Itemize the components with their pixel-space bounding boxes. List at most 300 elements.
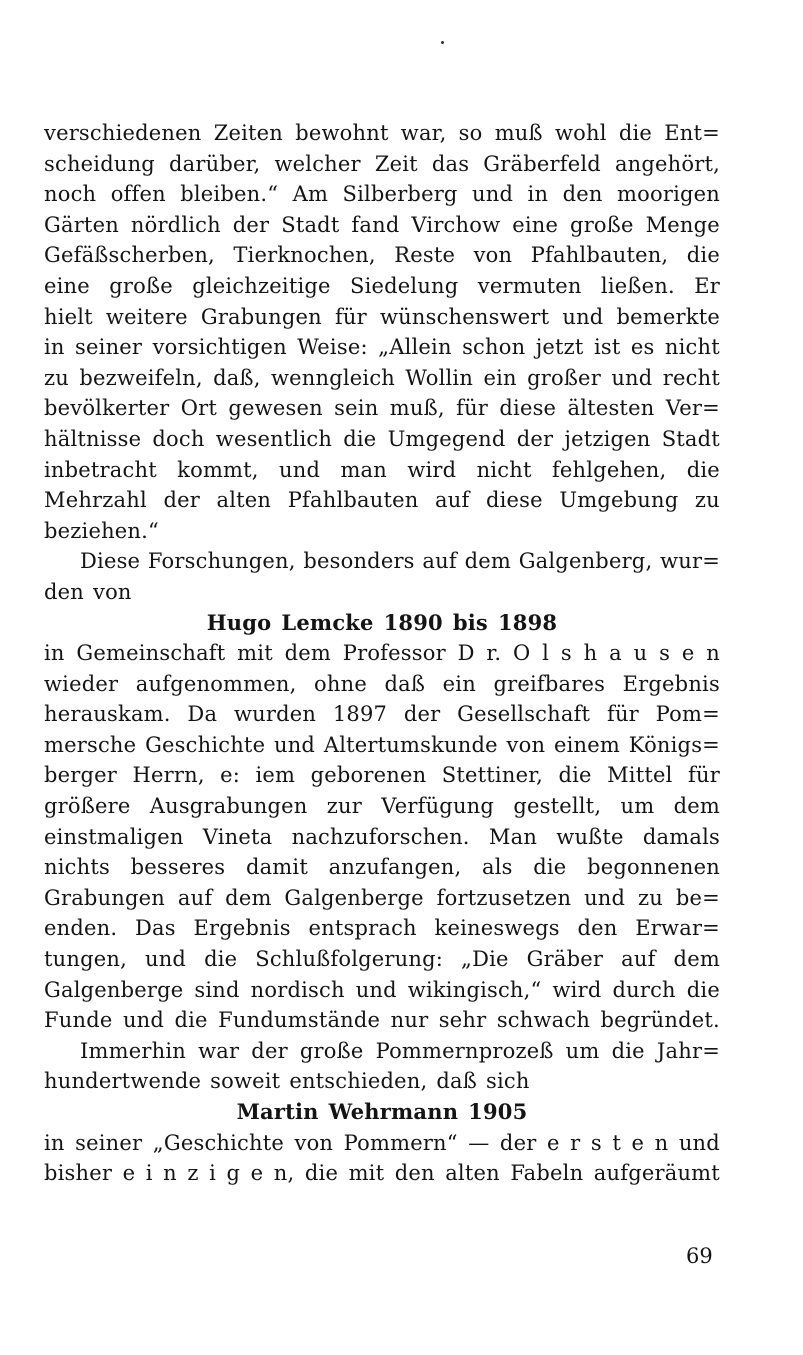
word: damals (642, 824, 720, 849)
word: für (456, 396, 489, 421)
word: enden. (44, 916, 118, 941)
word: die (686, 977, 720, 1002)
word: auf (177, 885, 213, 910)
word: der (251, 1038, 288, 1063)
word: Pfahlbauten, (530, 243, 669, 268)
word: Mittel (607, 763, 673, 788)
word: n (654, 1130, 669, 1155)
text-line (44, 332, 720, 363)
word: die (558, 763, 592, 788)
text-line (44, 455, 720, 486)
word: noch (44, 182, 97, 207)
word: „Allein (378, 335, 452, 360)
text-line (44, 975, 720, 1006)
word: be= (675, 885, 720, 910)
word: e (122, 1161, 136, 1186)
text-line (44, 913, 720, 944)
word: Galgenberg, (518, 549, 653, 574)
word: zur (326, 794, 363, 819)
word: Erwar= (635, 916, 720, 941)
word: großer (527, 365, 601, 390)
word: in (44, 1130, 65, 1155)
word: weitere (105, 304, 188, 329)
word: Das (134, 916, 176, 941)
word: Gemeinschaft (76, 641, 226, 666)
word: Grabungen (44, 885, 166, 910)
word: um (565, 1038, 600, 1063)
word: und (562, 304, 604, 329)
text-line (44, 852, 720, 883)
text-line (44, 1128, 720, 1159)
word: geborenen (310, 763, 427, 788)
text-line (44, 240, 720, 271)
word: mit (237, 641, 273, 666)
word: fand (351, 212, 400, 237)
word: muß (494, 121, 543, 145)
word: Königs= (628, 732, 720, 757)
word: Menge (645, 212, 720, 237)
word: Wollin (405, 365, 474, 390)
word: g (226, 1161, 241, 1186)
text-line (44, 883, 720, 914)
word: Weise: (297, 335, 368, 360)
word: auf (621, 947, 656, 972)
word: bewohnt (295, 121, 389, 145)
word: wurden (233, 702, 317, 727)
word: wesentlich (215, 426, 333, 451)
word: i (145, 1161, 153, 1186)
word: hielt (44, 304, 93, 329)
text-line (44, 1036, 720, 1067)
word: „Geschichte (152, 1130, 284, 1155)
word: z (187, 1161, 199, 1186)
word: Galgenberge (44, 977, 184, 1002)
word: daß (436, 1069, 477, 1094)
word: kommt, (177, 457, 259, 482)
word: man (340, 457, 387, 482)
word: schon (462, 335, 526, 360)
word: nicht (476, 457, 532, 482)
word: und (584, 885, 626, 910)
word: den (394, 1161, 435, 1186)
word: 1905 (468, 1099, 528, 1124)
word: jetzt (535, 335, 584, 360)
word: doch (152, 426, 205, 451)
word: nur (390, 1008, 429, 1033)
word: muß, (389, 396, 445, 421)
word: Gefäßscherben, (44, 243, 215, 268)
word: Er (694, 273, 720, 298)
word: Silberberg (342, 182, 458, 207)
word: e (681, 641, 695, 666)
word: Diese (80, 549, 141, 574)
word: hältnisse (44, 426, 142, 451)
word: Stettiner, (441, 763, 544, 788)
word: nicht (664, 335, 720, 360)
word: wußte (556, 824, 624, 849)
word: sind (194, 977, 240, 1002)
word: es (630, 335, 655, 360)
word: die (686, 243, 720, 268)
word: in (527, 182, 549, 207)
text-line (44, 393, 720, 424)
word: große (299, 1038, 364, 1063)
word: r (570, 1130, 581, 1155)
word: verschiedenen (44, 121, 202, 145)
word: Ver= (665, 396, 720, 421)
word: einstmaligen (44, 824, 184, 849)
word: Pommern“ (343, 1130, 458, 1155)
word: das (431, 151, 470, 176)
word: Lemcke (281, 609, 374, 635)
word: auf (435, 488, 470, 513)
word: r. (486, 641, 502, 666)
word: aufgeräumt (593, 1161, 720, 1186)
word: die (686, 457, 720, 482)
word: war (198, 1038, 240, 1063)
word: nördlich (130, 212, 221, 237)
word: ältesten (567, 396, 655, 421)
word: gestellt, (513, 794, 602, 819)
word: seiner (75, 1130, 143, 1155)
word: Umgebung (559, 488, 679, 513)
word: wird (552, 977, 602, 1002)
word: der (232, 212, 270, 237)
word: nordisch (250, 977, 345, 1002)
word: t (612, 1130, 621, 1155)
word: herauskam. (44, 702, 171, 727)
word: begründet. (600, 1008, 720, 1033)
word: — (468, 1130, 490, 1155)
word: e (250, 1161, 264, 1186)
word: und (122, 1008, 165, 1033)
word: schwach (496, 1008, 591, 1033)
word: entschieden, (289, 1069, 428, 1094)
word: ein (483, 365, 517, 390)
word: durch (612, 977, 676, 1002)
word: moorigen (617, 182, 720, 207)
word: nachzuforschen. (291, 824, 470, 849)
word: Funde (44, 1008, 113, 1033)
word: wohl (554, 121, 607, 145)
word: Zeit (374, 151, 418, 176)
word: in (44, 335, 65, 360)
word: Reste (394, 243, 456, 268)
word: bezweifeln, (79, 365, 203, 390)
word: die (533, 855, 567, 880)
word: alten (445, 1161, 500, 1186)
word: „Die (461, 947, 509, 972)
word: dem (673, 794, 720, 819)
word: Galgenberge (284, 885, 424, 910)
text-line (44, 516, 720, 547)
word: wünschenswert (379, 304, 550, 329)
word: vorsichtigen (152, 335, 287, 360)
word: gleichzeitige (192, 273, 331, 298)
word: Geschichte (145, 732, 266, 757)
word: diese (499, 396, 557, 421)
word: die (611, 1038, 645, 1063)
text-line (44, 760, 720, 791)
text-line (44, 1005, 720, 1036)
word: mersche (44, 732, 137, 757)
word: jetzigen (564, 426, 651, 451)
word: Gräberfeld (483, 151, 601, 176)
word: besonders (303, 549, 415, 574)
text-line (44, 1066, 720, 1097)
word: Schlußfolgerung: (255, 947, 443, 972)
word: Pfahlbauten (287, 488, 419, 513)
word: große (109, 273, 173, 298)
word: für (688, 763, 720, 788)
word: gewesen (228, 396, 323, 421)
word: wird (407, 457, 457, 482)
word: Grabungen (200, 304, 322, 329)
word: besseres (130, 855, 226, 880)
word: von (93, 579, 132, 604)
word: n (163, 1161, 177, 1186)
word: von (473, 243, 513, 268)
word: einem (553, 732, 620, 757)
section-heading (44, 608, 720, 639)
text-line (44, 546, 720, 577)
page-number: 69 (686, 1244, 713, 1268)
word: von (506, 732, 546, 757)
word: Gräber (526, 947, 604, 972)
text-line (44, 210, 720, 241)
word: die (174, 1008, 208, 1033)
text-line (44, 149, 720, 180)
word: den (577, 916, 618, 941)
word: Mehrzahl (44, 488, 147, 513)
word: Ausgrabungen (149, 794, 308, 819)
word: daß, (213, 365, 261, 390)
text-line (44, 791, 720, 822)
word: u (633, 641, 648, 666)
word: zu (694, 488, 720, 513)
word: große (570, 212, 634, 237)
text-line (44, 302, 720, 333)
word: n (706, 641, 720, 666)
word: Pommernprozeß (375, 1038, 554, 1063)
word: iem (255, 763, 296, 788)
word: Martin (236, 1099, 319, 1124)
word: Vineta (202, 824, 273, 849)
word: s (590, 1130, 602, 1155)
word: größere (44, 794, 131, 819)
word: Gärten (44, 212, 119, 237)
word: den (44, 579, 84, 604)
word: Ergebnis (193, 916, 291, 941)
word: nichts (44, 855, 110, 880)
word: e: (220, 763, 241, 788)
text-line (44, 638, 720, 669)
word: zu (638, 885, 664, 910)
word: Siedelung (350, 273, 459, 298)
word: Professor (342, 641, 446, 666)
word: sehr (438, 1008, 487, 1033)
word: seiner (75, 335, 143, 360)
word: scheidung (44, 151, 155, 176)
word: recht (662, 365, 720, 390)
word: Forschungen, (147, 549, 296, 574)
word: 1890 (383, 609, 443, 635)
word: Wehrmann (328, 1099, 459, 1124)
word: inbetracht (44, 457, 157, 482)
text-line (44, 699, 720, 730)
word: um (620, 794, 655, 819)
word: für (606, 702, 639, 727)
word: den (562, 182, 603, 207)
word: zu (44, 365, 69, 390)
word: der (516, 426, 554, 451)
word: und (472, 182, 514, 207)
word: eine (44, 273, 90, 298)
text-line (44, 1158, 720, 1189)
word: Man (488, 824, 538, 849)
word: Stadt (281, 212, 340, 237)
word: wieder (44, 671, 119, 696)
word: der (403, 702, 441, 727)
word: damit (245, 855, 308, 880)
word: die (304, 1161, 339, 1186)
word: n, (273, 1161, 295, 1186)
word: s (560, 641, 572, 666)
word: vermuten (477, 273, 582, 298)
word: und (279, 457, 321, 482)
word: die (204, 947, 238, 972)
word: soweit (210, 1069, 281, 1094)
word: beziehen.“ (44, 518, 159, 543)
text-line (44, 669, 720, 700)
word: dem (225, 885, 272, 910)
word: und (144, 947, 187, 972)
word: und (678, 1130, 720, 1155)
scan-speck (441, 41, 444, 44)
word: h (583, 641, 598, 666)
word: keineswegs (434, 916, 560, 941)
word: Fundumstände (218, 1008, 381, 1033)
word: 1897 (332, 702, 388, 727)
word: Tierknochen, (233, 243, 376, 268)
word: als (481, 855, 513, 880)
word: Fabeln (510, 1161, 584, 1186)
text-line (44, 577, 720, 608)
word: wur= (660, 549, 720, 574)
text-line (44, 271, 720, 302)
word: die (618, 121, 652, 145)
word: und (611, 365, 653, 390)
word: a (609, 641, 622, 666)
word: Stadt (661, 426, 720, 451)
text-line (44, 485, 720, 516)
word: dem (464, 549, 511, 574)
word: s (659, 641, 671, 666)
word: Ent= (664, 121, 720, 145)
word: und (273, 732, 316, 757)
word: diese (485, 488, 543, 513)
word: entsprach (308, 916, 417, 941)
word: greifbares (493, 671, 606, 696)
word: Herrn, (132, 763, 205, 788)
word: wikingisch,“ (407, 977, 542, 1002)
word: e (546, 1130, 560, 1155)
word: daß (384, 671, 426, 696)
word: bleiben.“ (180, 182, 279, 207)
word: anzufangen, (328, 855, 462, 880)
word: Verfügung (381, 794, 495, 819)
word: i (209, 1161, 217, 1186)
word: so (458, 121, 483, 145)
word: die (343, 426, 377, 451)
word: Immerhin (80, 1038, 186, 1063)
word: welcher (274, 151, 361, 176)
word: e (631, 1130, 645, 1155)
word: Zeiten (213, 121, 284, 145)
word: tungen, (44, 947, 127, 972)
text-line (44, 179, 720, 210)
word: ohne (314, 671, 367, 696)
word: dem (284, 641, 331, 666)
word: fehlgehen, (551, 457, 667, 482)
word: sich (485, 1069, 530, 1094)
text-line (44, 730, 720, 761)
word: Altertumskunde (323, 732, 498, 757)
word: bevölkerter (44, 396, 170, 421)
word: Gesellschaft (457, 702, 591, 727)
word: darüber, (169, 151, 261, 176)
word: angehört, (614, 151, 720, 176)
word: Umgegend (387, 426, 506, 451)
word: D (457, 641, 475, 666)
word: Jahr= (656, 1038, 720, 1063)
word: wenngleich (270, 365, 396, 390)
word: ein (442, 671, 476, 696)
word: aufgenommen, (135, 671, 297, 696)
word: bisher (44, 1161, 113, 1186)
word: alten (216, 488, 272, 513)
word: O (512, 641, 531, 666)
word: begonnenen (587, 855, 720, 880)
word: bis (452, 609, 488, 635)
word: hundertwende (44, 1069, 202, 1094)
word: Virchow (411, 212, 501, 237)
word: eine (512, 212, 559, 237)
word: sein (334, 396, 379, 421)
word: Am (292, 182, 329, 207)
section-heading (44, 1097, 720, 1128)
text-line (44, 822, 720, 853)
word: ließen. (600, 273, 675, 298)
word: von (294, 1130, 334, 1155)
word: in (44, 641, 65, 666)
word: der (499, 1130, 537, 1155)
word: Ergebnis (622, 671, 720, 696)
word: Da (187, 702, 218, 727)
text-line (44, 363, 720, 394)
word: fortzusetzen (436, 885, 572, 910)
word: l (542, 641, 550, 666)
word: und (355, 977, 397, 1002)
text-line (44, 424, 720, 455)
word: Ort (180, 396, 218, 421)
word: Hugo (206, 609, 272, 635)
word: bemerkte (616, 304, 720, 329)
word: ist (593, 335, 621, 360)
word: der (163, 488, 200, 513)
word: berger (44, 763, 118, 788)
word: offen (110, 182, 166, 207)
